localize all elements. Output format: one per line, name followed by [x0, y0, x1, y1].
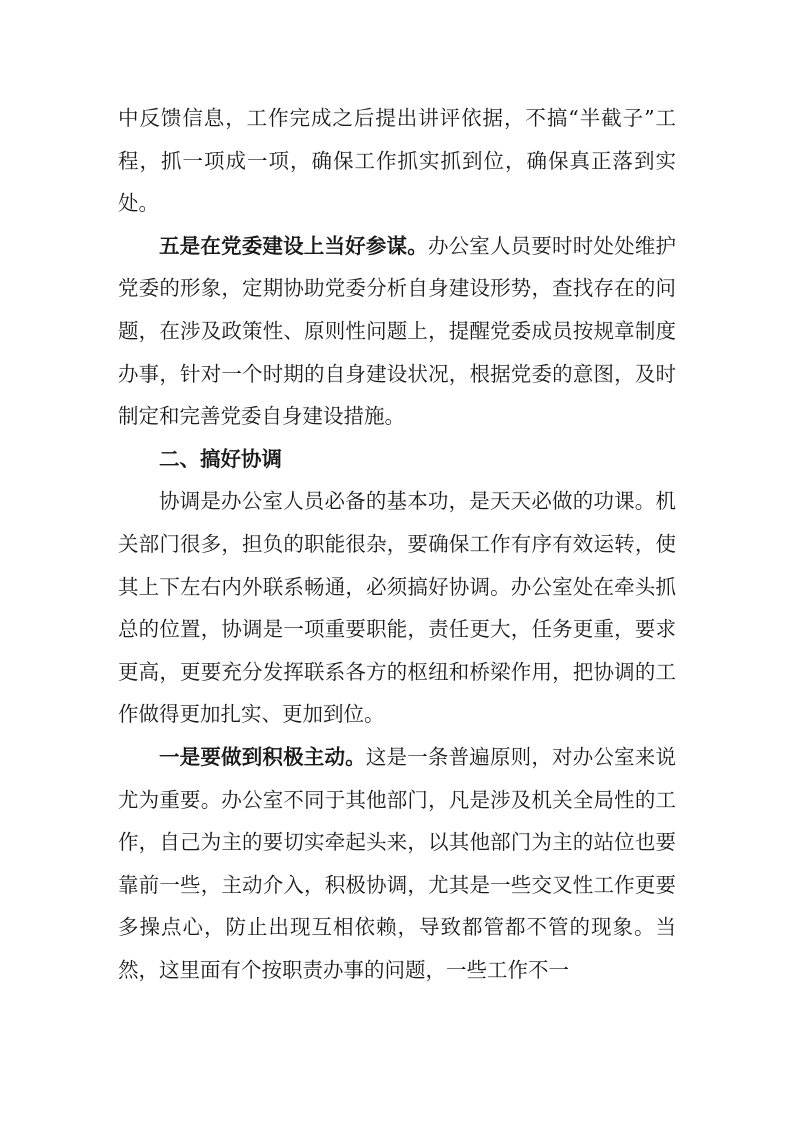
paragraph-text: 协调是办公室人员必备的基本功，是天天必做的功课。机关部门很多，担负的职能很杂，要确保工作有序有效运转，使其上下左右内外联系畅通，必须搞好协调。办公室处在牵头抓总的位置，协调是一项重要职能，责任更大，任务更重，要求更高，更要充分发挥联系各方的枢纽和桥梁作用，把协调的工作做得更加扎实、更加到位。: [118, 489, 676, 727]
paragraph-text: 办公室人员要时时处处维护党委的形象，定期协助党委分析自身建设形势，查找存在的问题，在涉及政策性、原则性问题上，提醒党委成员按规章制度办事，针对一个时期的自身建设状况，根据党委的意图，及时制定和完善党委自身建设措施。: [118, 233, 676, 429]
paragraph-text: 这是一条普遍原则，对办公室来说尤为重要。办公室不同于其他部门，凡是涉及机关全局性的工作，自己为主的要切实牵起头来，以其他部门为主的站位也要靠前一些，主动介入，积极协调，尤其是一些交叉性工作更要多操点心，防止出现互相依赖，导致都管都不管的现象。当然，这里面有个按职责办事的问题，一些工作不一: [118, 744, 676, 982]
paragraph-text: 中反馈信息，工作完成之后提出讲评依据，不搞“半截子”工程，抓一项成一项，确保工作抓实抓到位，确保真正落到实处。: [118, 106, 676, 216]
paragraph-proactive: [118, 736, 676, 992]
section-heading: 二、搞好协调: [159, 446, 282, 471]
document-page: [118, 97, 676, 991]
paragraph-party-committee-advisor: [118, 225, 676, 438]
paragraph-continued: [118, 97, 676, 225]
paragraph-coordination-intro: [118, 480, 676, 736]
paragraph-lead: 一是要做到积极主动。: [159, 744, 366, 769]
paragraph-lead: 五是在党委建设上当好参谋。: [159, 233, 428, 258]
